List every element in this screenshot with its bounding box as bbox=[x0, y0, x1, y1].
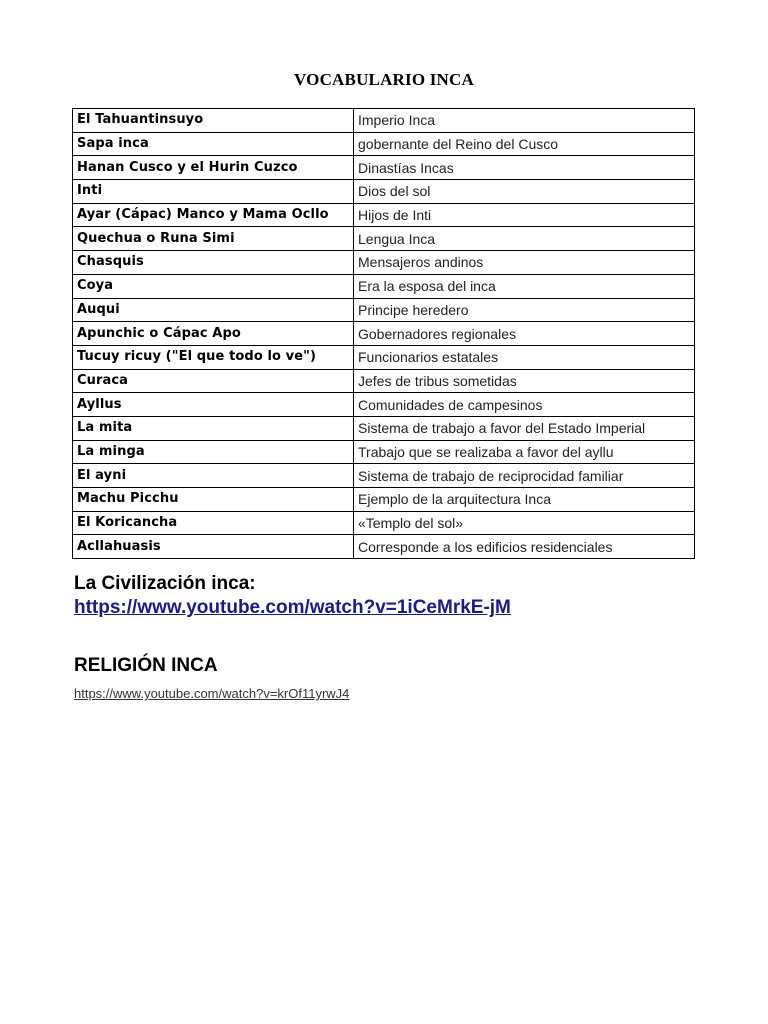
definition-cell: Comunidades de campesinos bbox=[354, 393, 695, 417]
definition-cell: Trabajo que se realizaba a favor del ayllu bbox=[354, 440, 695, 464]
term-cell: Quechua o Runa Simi bbox=[73, 227, 354, 251]
table-row bbox=[73, 345, 695, 369]
definition-cell: gobernante del Reino del Cusco bbox=[354, 132, 695, 156]
term-cell: Curaca bbox=[73, 369, 354, 393]
definition-cell: Gobernadores regionales bbox=[354, 322, 695, 346]
document-title: VOCABULARIO INCA bbox=[294, 70, 474, 89]
table-row bbox=[73, 535, 695, 559]
term-cell: Tucuy ricuy ("El que todo lo ve") bbox=[73, 345, 354, 369]
definition-cell: Dinastías Incas bbox=[354, 156, 695, 180]
definition-cell: Sistema de trabajo de reciprocidad familiar bbox=[354, 464, 695, 488]
definition-cell: Dios del sol bbox=[354, 180, 695, 204]
definition-cell: Principe heredero bbox=[354, 298, 695, 322]
term-cell: Ayar (Cápac) Manco y Mama Ocllo bbox=[73, 203, 354, 227]
religion-video-link[interactable]: https://www.youtube.com/watch?v=krOf11yrwJ4 bbox=[74, 686, 350, 701]
table-row bbox=[73, 132, 695, 156]
term-cell: El ayni bbox=[73, 464, 354, 488]
term-cell: Machu Picchu bbox=[73, 488, 354, 512]
definition-cell: Sistema de trabajo a favor del Estado Imperial bbox=[354, 416, 695, 440]
definition-cell: Funcionarios estatales bbox=[354, 345, 695, 369]
term-cell: Sapa inca bbox=[73, 132, 354, 156]
table-row bbox=[73, 298, 695, 322]
term-cell: Auqui bbox=[73, 298, 354, 322]
table-row bbox=[73, 488, 695, 512]
term-cell: Coya bbox=[73, 274, 354, 298]
term-cell: La minga bbox=[73, 440, 354, 464]
religion-heading: RELIGIÓN INCA bbox=[74, 655, 218, 676]
table-row bbox=[73, 416, 695, 440]
table-row bbox=[73, 322, 695, 346]
table-row bbox=[73, 393, 695, 417]
table-row bbox=[73, 227, 695, 251]
definition-cell: Mensajeros andinos bbox=[354, 251, 695, 275]
table-row bbox=[73, 251, 695, 275]
term-cell: Acllahuasis bbox=[73, 535, 354, 559]
definition-cell: Imperio Inca bbox=[354, 109, 695, 133]
definition-cell: Lengua Inca bbox=[354, 227, 695, 251]
definition-cell: Jefes de tribus sometidas bbox=[354, 369, 695, 393]
definition-cell: Hijos de Inti bbox=[354, 203, 695, 227]
table-row bbox=[73, 180, 695, 204]
term-cell: Hanan Cusco y el Hurin Cuzco bbox=[73, 156, 354, 180]
table-row bbox=[73, 511, 695, 535]
table-row bbox=[73, 440, 695, 464]
definition-cell: Era la esposa del inca bbox=[354, 274, 695, 298]
table-row bbox=[73, 109, 695, 133]
table-row bbox=[73, 274, 695, 298]
definition-cell: Corresponde a los edificios residenciales bbox=[354, 535, 695, 559]
civilization-video-link[interactable]: https://www.youtube.com/watch?v=1iCeMrkE-jM bbox=[74, 597, 511, 618]
term-cell: El Koricancha bbox=[73, 511, 354, 535]
definition-cell: «Templo del sol» bbox=[354, 511, 695, 535]
table-row bbox=[73, 369, 695, 393]
term-cell: Apunchic o Cápac Apo bbox=[73, 322, 354, 346]
term-cell: Chasquis bbox=[73, 251, 354, 275]
term-cell: Inti bbox=[73, 180, 354, 204]
table-row bbox=[73, 464, 695, 488]
vocabulary-table bbox=[72, 108, 695, 559]
vocabulary-table-body bbox=[73, 109, 695, 559]
term-cell: Ayllus bbox=[73, 393, 354, 417]
table-row bbox=[73, 156, 695, 180]
table-row bbox=[73, 203, 695, 227]
term-cell: La mita bbox=[73, 416, 354, 440]
definition-cell: Ejemplo de la arquitectura Inca bbox=[354, 488, 695, 512]
civilization-heading: La Civilización inca: bbox=[74, 573, 256, 594]
term-cell: El Tahuantinsuyo bbox=[73, 109, 354, 133]
